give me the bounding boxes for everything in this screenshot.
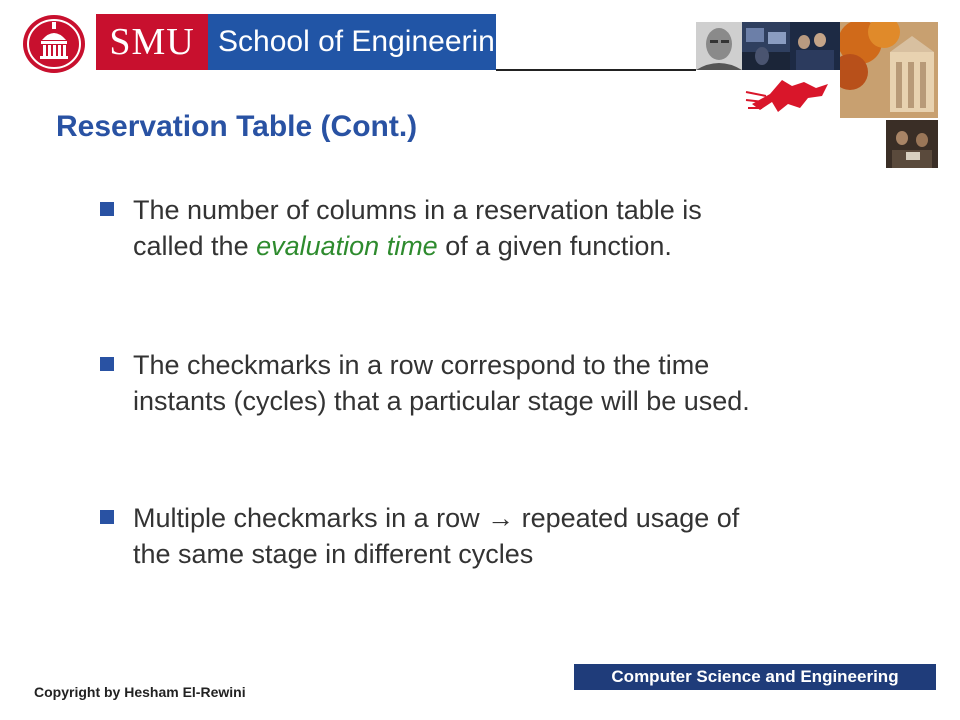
copyright-notice: Copyright by Hesham El-Rewini (34, 684, 246, 700)
bullet-text-1 (133, 192, 773, 264)
bullet-square-icon (100, 357, 114, 371)
right-arrow-icon: → (487, 503, 515, 533)
bullet-square-icon (100, 510, 114, 524)
smu-seal-logo (22, 14, 86, 74)
bullet-1-text-end: of a given function. (437, 231, 672, 261)
bullet-square-icon (100, 202, 114, 216)
header-divider (496, 69, 696, 71)
bullet-text-3 (133, 500, 773, 572)
bullet-text-2: The checkmarks in a row correspond to the time instants (cycles) that a particular stage will be used. (133, 350, 750, 416)
slide-title: Reservation Table (Cont.) (56, 110, 418, 143)
department-label: Computer Science and Engineering (574, 664, 936, 690)
photo-group (790, 22, 840, 70)
photo-lab (742, 22, 790, 70)
banner-smu-label: SMU (96, 14, 208, 70)
photo-students (886, 120, 938, 168)
term-evaluation-time: evaluation time (256, 231, 438, 261)
photo-campus-tree (840, 22, 938, 118)
school-banner (96, 14, 512, 70)
bullet-1-text-start: The number of columns in a reservation table is called the (133, 195, 702, 261)
banner-school-label: School of Engineering (208, 14, 496, 70)
bullet-3-text-end: repeated usage of the same stage in different cycles (133, 503, 740, 569)
mustang-logo-image (742, 72, 838, 118)
photo-portrait (696, 22, 742, 70)
bullet-3-text-start: Multiple checkmarks in a row (133, 503, 488, 533)
